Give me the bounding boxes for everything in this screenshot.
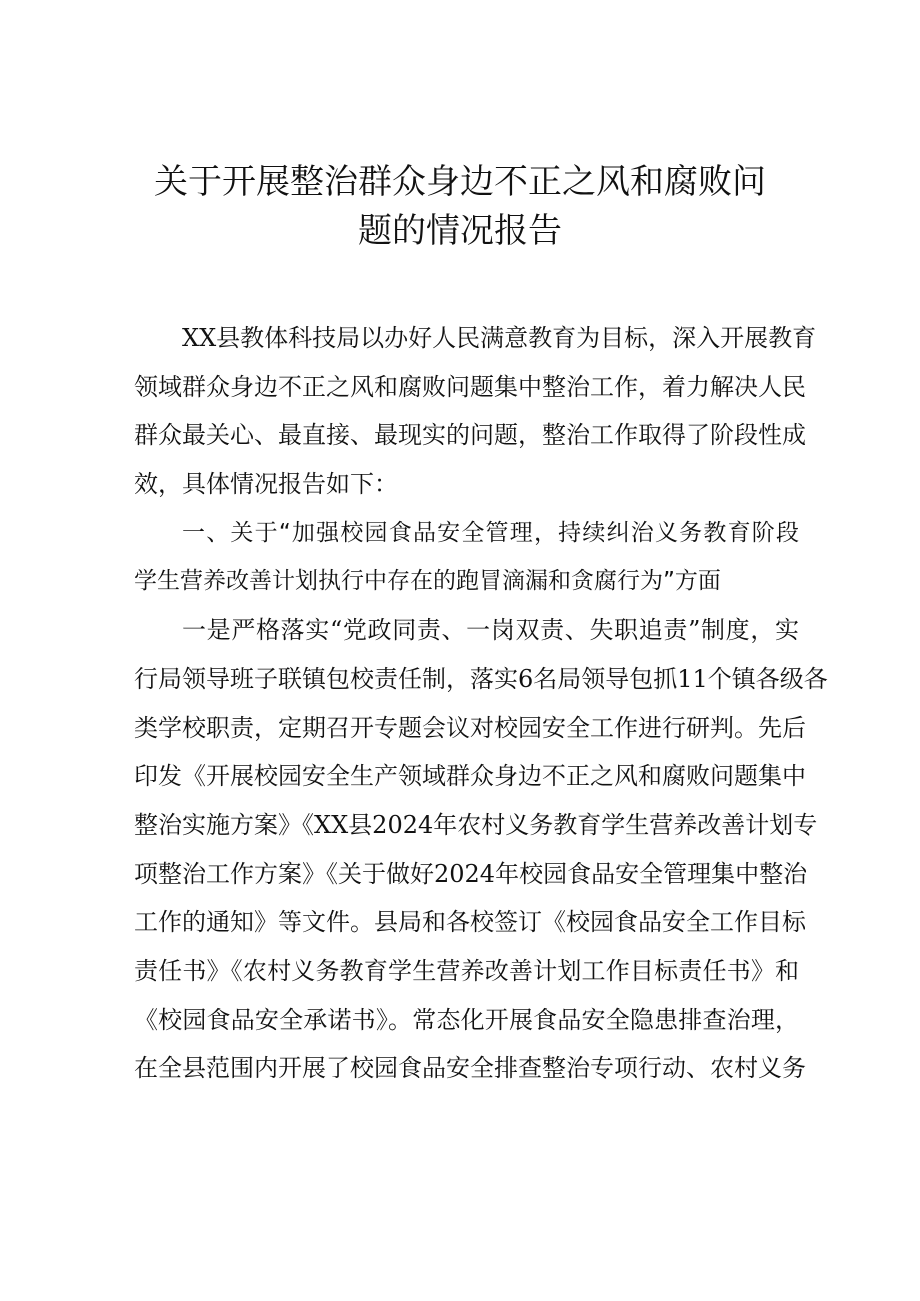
paragraph-line: 《校园食品安全承诺书》。常态化开展食品安全隐患排查治理， bbox=[134, 1005, 799, 1034]
paragraph-line: 在全县范围内开展了校园食品安全排查整治专项行动、农村义务 bbox=[134, 1054, 806, 1083]
paragraph-line: 责任书》《农村义务教育学生营养改善计划工作目标责任书》和 bbox=[134, 956, 799, 985]
title-line: 题的情况报告 bbox=[358, 211, 562, 251]
paragraph-line: 效，具体情况报告如下： bbox=[134, 470, 398, 499]
paragraph-line: 印发《开展校园安全生产领域群众身边不正之风和腐败问题集中 bbox=[134, 762, 806, 791]
paragraph-line: 领域群众身边不正之风和腐败问题集中整治工作，着力解决人民 bbox=[134, 372, 806, 401]
paragraph-line: 类学校职责，定期召开专题会议对校园安全工作进行研判。先后 bbox=[134, 713, 806, 742]
heading-line: 学生营养改善计划执行中存在的跑冒滴漏和贪腐行为”方面 bbox=[134, 568, 721, 595]
paragraph-line: 项整治工作方案》《关于做好2024年校园食品安全管理集中整治 bbox=[134, 859, 808, 888]
paragraph-line: 整治实施方案》《XX县2024年农村义务教育学生营养改善计划专 bbox=[134, 810, 818, 839]
heading-line: 一、关于“加强校园食品安全管理，持续纠治义务教育阶段 bbox=[182, 519, 799, 546]
paragraph-line: 工作的通知》等文件。县局和各校签订《校园食品安全工作目标 bbox=[134, 908, 806, 937]
title-line: 关于开展整治群众身边不正之风和腐败问 bbox=[154, 162, 766, 202]
section-heading bbox=[134, 509, 799, 606]
body-paragraph bbox=[134, 606, 828, 1093]
document-title bbox=[120, 158, 800, 256]
document-body bbox=[134, 314, 828, 1093]
paragraph-line: XX县教体科技局以办好人民满意教育为目标，深入开展教育 bbox=[182, 324, 817, 352]
intro-paragraph bbox=[134, 314, 817, 509]
paragraph-line: 群众最关心、最直接、最现实的问题，整治工作取得了阶段性成 bbox=[134, 421, 806, 450]
paragraph-line: 行局领导班子联镇包校责任制，落实6名局领导包抓11个镇各级各 bbox=[134, 664, 828, 693]
paragraph-line: 一是严格落实“党政同责、一岗双责、失职追责”制度，实 bbox=[182, 616, 799, 645]
